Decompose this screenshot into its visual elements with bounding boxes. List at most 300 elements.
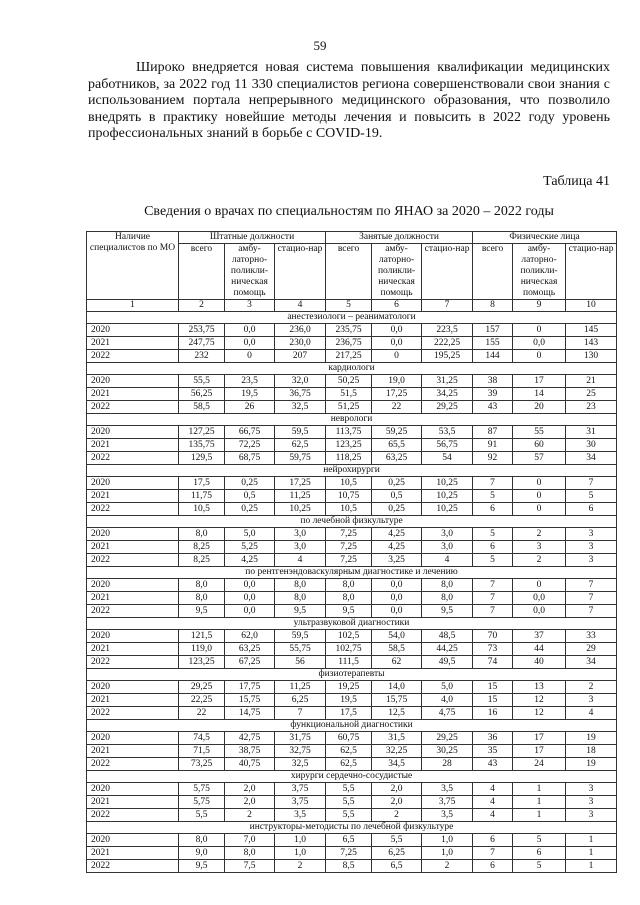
section-title: функциональной диагностики: [87, 720, 617, 732]
table-cell: 19,25: [326, 681, 372, 694]
table-cell: 4: [566, 707, 617, 720]
header-inpatient: стацио-нар: [422, 244, 473, 300]
table-cell: 236,75: [326, 337, 372, 350]
table-cell: 19,5: [225, 388, 275, 401]
table-cell: 3,75: [422, 796, 473, 809]
table-cell: 0,0: [225, 324, 275, 337]
table-cell: 49,5: [422, 656, 473, 669]
table-cell: 40,75: [225, 758, 275, 771]
table-cell: 66,75: [225, 426, 275, 439]
table-cell: 17,5: [179, 477, 225, 490]
table-cell: 2,0: [372, 783, 422, 796]
table-cell: 30,25: [422, 745, 473, 758]
table-cell: 57: [513, 452, 566, 465]
table-cell: 73,25: [179, 758, 225, 771]
table-cell: 19: [566, 758, 617, 771]
table-cell: 54,0: [372, 630, 422, 643]
table-cell: 38: [473, 375, 513, 388]
table-cell: 0,25: [225, 477, 275, 490]
table-cell: 42,75: [225, 732, 275, 745]
table-cell: 102,75: [326, 643, 372, 656]
table-cell: 65,5: [372, 439, 422, 452]
table-cell: 30: [566, 439, 617, 452]
table-cell: 1: [566, 860, 617, 873]
table-row: [87, 401, 617, 414]
table-cell: 3,75: [275, 783, 326, 796]
table-cell: 123,25: [326, 439, 372, 452]
table-cell: 130: [566, 350, 617, 363]
table-cell: 11,25: [275, 681, 326, 694]
table-cell: 44: [513, 643, 566, 656]
table-cell: 34,5: [372, 758, 422, 771]
table-cell: 59,75: [275, 452, 326, 465]
table-row: [87, 477, 617, 490]
row-year: 2020: [87, 426, 179, 439]
row-year: 2020: [87, 834, 179, 847]
table-row: [87, 745, 617, 758]
table-cell: 2,0: [225, 796, 275, 809]
column-number: 8: [473, 300, 513, 312]
table-cell: 15: [473, 694, 513, 707]
table-cell: 5,75: [179, 783, 225, 796]
table-cell: 22: [179, 707, 225, 720]
table-cell: 2,0: [225, 783, 275, 796]
table-cell: 31: [566, 426, 617, 439]
table-cell: 1: [513, 809, 566, 822]
table-cell: 3,5: [422, 809, 473, 822]
table-cell: 0,5: [372, 490, 422, 503]
table-cell: 14: [513, 388, 566, 401]
table-cell: 0,0: [513, 592, 566, 605]
table-cell: 32,25: [372, 745, 422, 758]
table-cell: 4: [473, 796, 513, 809]
section-row: [87, 720, 617, 732]
table-cell: 31,75: [275, 732, 326, 745]
table-cell: 8,25: [179, 554, 225, 567]
table-cell: 0,25: [372, 477, 422, 490]
section-row: [87, 465, 617, 477]
row-year: 2021: [87, 847, 179, 860]
header-group-persons: Физические лица: [473, 232, 617, 244]
table-cell: 2,0: [372, 796, 422, 809]
table-cell: 7: [473, 847, 513, 860]
table-cell: 0: [513, 350, 566, 363]
table-cell: 44,25: [422, 643, 473, 656]
table-cell: 0: [225, 350, 275, 363]
table-cell: 10,5: [179, 503, 225, 516]
row-year: 2021: [87, 694, 179, 707]
table-cell: 17,25: [275, 477, 326, 490]
table-cell: 12: [513, 707, 566, 720]
table-cell: 34: [566, 656, 617, 669]
table-cell: 157: [473, 324, 513, 337]
table-row: [87, 809, 617, 822]
row-year: 2022: [87, 503, 179, 516]
table-cell: 3: [566, 541, 617, 554]
table-row: [87, 579, 617, 592]
table-cell: 10,75: [326, 490, 372, 503]
table-cell: 8,25: [179, 541, 225, 554]
table-cell: 8,0: [179, 579, 225, 592]
table-cell: 118,25: [326, 452, 372, 465]
table-cell: 1: [566, 834, 617, 847]
table-cell: 4,25: [225, 554, 275, 567]
table-cell: 17: [513, 745, 566, 758]
table-cell: 1: [513, 796, 566, 809]
table-cell: 5,0: [422, 681, 473, 694]
table-cell: 32,5: [275, 758, 326, 771]
table-cell: 144: [473, 350, 513, 363]
table-cell: 67,25: [225, 656, 275, 669]
section-title: хирурги сердечно-сосудистые: [87, 771, 617, 783]
table-cell: 0: [513, 579, 566, 592]
table-cell: 62,5: [275, 439, 326, 452]
table-cell: 145: [566, 324, 617, 337]
section-row: [87, 363, 617, 375]
table-cell: 7: [275, 707, 326, 720]
table-cell: 195,25: [422, 350, 473, 363]
table-cell: 0: [513, 490, 566, 503]
table-row: [87, 375, 617, 388]
table-cell: 5: [513, 834, 566, 847]
table-cell: 87: [473, 426, 513, 439]
table-cell: 8,0: [275, 579, 326, 592]
table-cell: 2: [275, 860, 326, 873]
row-year: 2020: [87, 477, 179, 490]
table-cell: 222,25: [422, 337, 473, 350]
table-cell: 38,75: [225, 745, 275, 758]
table-row: [87, 490, 617, 503]
table-cell: 3: [566, 554, 617, 567]
table-cell: 3,0: [422, 528, 473, 541]
table-cell: 4,25: [372, 528, 422, 541]
table-cell: 5,5: [326, 796, 372, 809]
table-cell: 73: [473, 643, 513, 656]
table-label: Таблица 41: [543, 174, 610, 189]
table-cell: 129,5: [179, 452, 225, 465]
row-year: 2022: [87, 656, 179, 669]
section-row: [87, 771, 617, 783]
table-cell: 4: [473, 783, 513, 796]
table-row: [87, 605, 617, 618]
intro-paragraph: Широко внедряется новая система повышения квалификации медицинских работников, за 2022 год 11 330 специалистов региона совершенствовали свои знания с использованием портала непрерывного медицинского образования, что позволило внедрять в практику новейшие методы лечения и повысить в 2022 году уровень профессиональных знаний в борьбе с COVID-19.: [88, 60, 610, 141]
header-total: всего: [473, 244, 513, 300]
table-cell: 32,0: [275, 375, 326, 388]
table-cell: 7,25: [326, 554, 372, 567]
table-cell: 6,25: [372, 847, 422, 860]
table-cell: 3,25: [372, 554, 422, 567]
header-row-groups: [87, 232, 617, 244]
table-cell: 59,25: [372, 426, 422, 439]
table-cell: 34: [566, 452, 617, 465]
table-cell: 1: [566, 847, 617, 860]
table-cell: 40: [513, 656, 566, 669]
row-year: 2022: [87, 707, 179, 720]
table-row: [87, 503, 617, 516]
section-title: неврологи: [87, 414, 617, 426]
table-cell: 0,0: [225, 579, 275, 592]
table-cell: 9,5: [326, 605, 372, 618]
row-year: 2020: [87, 732, 179, 745]
table-cell: 8,0: [179, 528, 225, 541]
table-row: [87, 337, 617, 350]
table-cell: 119,0: [179, 643, 225, 656]
table-cell: 4: [422, 554, 473, 567]
table-cell: 12: [513, 694, 566, 707]
table-cell: 6: [513, 847, 566, 860]
table-cell: 4,25: [372, 541, 422, 554]
table-cell: 14,75: [225, 707, 275, 720]
table-cell: 6,5: [326, 834, 372, 847]
table-cell: 53,5: [422, 426, 473, 439]
table-cell: 59,5: [275, 426, 326, 439]
table-row: [87, 847, 617, 860]
table-cell: 0,25: [372, 503, 422, 516]
column-number: 2: [179, 300, 225, 312]
table-cell: 3: [566, 796, 617, 809]
table-cell: 0,0: [372, 337, 422, 350]
table-cell: 56,75: [422, 439, 473, 452]
table-cell: 8,0: [326, 579, 372, 592]
table-cell: 58,5: [179, 401, 225, 414]
row-year: 2021: [87, 643, 179, 656]
table-row: [87, 796, 617, 809]
table-cell: 51,5: [326, 388, 372, 401]
table-cell: 7: [566, 592, 617, 605]
table-cell: 17,75: [225, 681, 275, 694]
table-cell: 62,0: [225, 630, 275, 643]
table-cell: 31,25: [422, 375, 473, 388]
table-row: [87, 732, 617, 745]
table-cell: 7,25: [326, 847, 372, 860]
table-cell: 34,25: [422, 388, 473, 401]
table-cell: 9,5: [422, 605, 473, 618]
header-total: всего: [179, 244, 225, 300]
column-number: 1: [87, 300, 179, 312]
table-cell: 62: [372, 656, 422, 669]
table-cell: 62,5: [326, 745, 372, 758]
table-cell: 2: [566, 681, 617, 694]
table-cell: 7,25: [326, 528, 372, 541]
table-cell: 23,5: [225, 375, 275, 388]
table-cell: 4: [473, 809, 513, 822]
table-cell: 22,25: [179, 694, 225, 707]
table-cell: 19,0: [372, 375, 422, 388]
table-cell: 14,0: [372, 681, 422, 694]
table-cell: 19: [566, 732, 617, 745]
table-cell: 0,0: [513, 605, 566, 618]
table-cell: 0,5: [225, 490, 275, 503]
table-cell: 55,75: [275, 643, 326, 656]
table-cell: 28: [422, 758, 473, 771]
table-row: [87, 452, 617, 465]
table-cell: 9,5: [275, 605, 326, 618]
table-cell: 127,25: [179, 426, 225, 439]
table-cell: 1,0: [422, 834, 473, 847]
table-cell: 3: [566, 528, 617, 541]
table-cell: 18: [566, 745, 617, 758]
table-cell: 5,0: [225, 528, 275, 541]
table-cell: 0,0: [372, 324, 422, 337]
table-row: [87, 324, 617, 337]
section-row: [87, 822, 617, 834]
row-year: 2021: [87, 439, 179, 452]
table-cell: 0,0: [225, 337, 275, 350]
table-cell: 17,5: [326, 707, 372, 720]
table-cell: 7: [473, 605, 513, 618]
table-cell: 92: [473, 452, 513, 465]
header-group-occupied: Занятые должности: [326, 232, 473, 244]
table-cell: 247,75: [179, 337, 225, 350]
table-cell: 48,5: [422, 630, 473, 643]
column-number: 7: [422, 300, 473, 312]
table-cell: 230,0: [275, 337, 326, 350]
table-cell: 0: [372, 350, 422, 363]
table-row: [87, 758, 617, 771]
table-cell: 8,0: [422, 592, 473, 605]
table-cell: 223,5: [422, 324, 473, 337]
section-title: ультразвуковой диагностики: [87, 618, 617, 630]
table-cell: 63,25: [372, 452, 422, 465]
table-cell: 16: [473, 707, 513, 720]
column-number: 9: [513, 300, 566, 312]
section-row: [87, 618, 617, 630]
table-cell: 0,0: [225, 605, 275, 618]
table-cell: 8,0: [275, 592, 326, 605]
table-cell: 62,5: [326, 758, 372, 771]
table-cell: 9,5: [179, 860, 225, 873]
table-cell: 35: [473, 745, 513, 758]
table-row: [87, 388, 617, 401]
table-cell: 3,5: [422, 783, 473, 796]
table-cell: 55: [513, 426, 566, 439]
table-cell: 3,0: [275, 541, 326, 554]
table-cell: 51,25: [326, 401, 372, 414]
table-cell: 29,25: [179, 681, 225, 694]
table-cell: 236,0: [275, 324, 326, 337]
table-cell: 5: [566, 490, 617, 503]
row-year: 2020: [87, 579, 179, 592]
table-cell: 0,0: [372, 579, 422, 592]
table-cell: 7,5: [225, 860, 275, 873]
section-row: [87, 516, 617, 528]
section-title: физиотерапевты: [87, 669, 617, 681]
table-cell: 10,25: [422, 477, 473, 490]
section-title: по рентгенэндоваскулярным диагностике и лечению: [87, 567, 617, 579]
table-cell: 232: [179, 350, 225, 363]
table-cell: 6: [473, 834, 513, 847]
row-year: 2021: [87, 592, 179, 605]
table-cell: 3,0: [275, 528, 326, 541]
table-cell: 4: [275, 554, 326, 567]
table-cell: 6,5: [372, 860, 422, 873]
table-row: [87, 541, 617, 554]
table-cell: 2: [513, 554, 566, 567]
table-cell: 5: [473, 490, 513, 503]
table-cell: 7: [566, 477, 617, 490]
table-cell: 50,25: [326, 375, 372, 388]
row-year: 2022: [87, 350, 179, 363]
table-cell: 0,0: [372, 605, 422, 618]
section-row: [87, 669, 617, 681]
table-row: [87, 681, 617, 694]
table-cell: 29,25: [422, 401, 473, 414]
table-cell: 155: [473, 337, 513, 350]
table-cell: 0: [513, 324, 566, 337]
table-cell: 1,0: [275, 834, 326, 847]
row-year: 2021: [87, 490, 179, 503]
table-cell: 43: [473, 758, 513, 771]
table-row: [87, 834, 617, 847]
header-outpatient: амбу-латорно-поликли-ническая помощь: [225, 244, 275, 300]
table-cell: 121,5: [179, 630, 225, 643]
table-cell: 111,5: [326, 656, 372, 669]
table-cell: 8,5: [326, 860, 372, 873]
page-number: 59: [313, 38, 327, 53]
table-cell: 3,5: [275, 809, 326, 822]
table-cell: 102,5: [326, 630, 372, 643]
table-cell: 13: [513, 681, 566, 694]
table-cell: 58,5: [372, 643, 422, 656]
table-cell: 4,75: [422, 707, 473, 720]
table-row: [87, 694, 617, 707]
section-title: кардиологи: [87, 363, 617, 375]
table-cell: 8,0: [179, 592, 225, 605]
table-cell: 1,0: [275, 847, 326, 860]
row-year: 2022: [87, 809, 179, 822]
header-outpatient: амбу-латорно-поликли-ническая помощь: [372, 244, 422, 300]
row-year: 2020: [87, 681, 179, 694]
table-row: [87, 656, 617, 669]
table-cell: 12,5: [372, 707, 422, 720]
table-row: [87, 783, 617, 796]
table-cell: 135,75: [179, 439, 225, 452]
row-year: 2022: [87, 605, 179, 618]
table-cell: 26: [225, 401, 275, 414]
table-cell: 91: [473, 439, 513, 452]
table-cell: 5: [513, 860, 566, 873]
row-year: 2020: [87, 528, 179, 541]
table-cell: 74: [473, 656, 513, 669]
table-cell: 3: [566, 809, 617, 822]
row-year: 2020: [87, 324, 179, 337]
row-year: 2022: [87, 554, 179, 567]
table-cell: 70: [473, 630, 513, 643]
doctors-table: [86, 231, 617, 873]
section-title: нейрохирурги: [87, 465, 617, 477]
table-cell: 11,75: [179, 490, 225, 503]
table-cell: 7: [473, 477, 513, 490]
row-year: 2022: [87, 860, 179, 873]
table-cell: 8,0: [179, 834, 225, 847]
table-cell: 5,75: [179, 796, 225, 809]
column-number: 4: [275, 300, 326, 312]
table-cell: 3: [566, 694, 617, 707]
table-row: [87, 707, 617, 720]
table-row: [87, 643, 617, 656]
table-row: [87, 592, 617, 605]
table-cell: 11,25: [275, 490, 326, 503]
table-cell: 143: [566, 337, 617, 350]
table-cell: 5: [473, 528, 513, 541]
table-cell: 7: [473, 592, 513, 605]
row-year: 2020: [87, 375, 179, 388]
table-cell: 207: [275, 350, 326, 363]
table-cell: 7: [566, 605, 617, 618]
table-cell: 113,75: [326, 426, 372, 439]
table-cell: 1: [513, 783, 566, 796]
table-cell: 43: [473, 401, 513, 414]
